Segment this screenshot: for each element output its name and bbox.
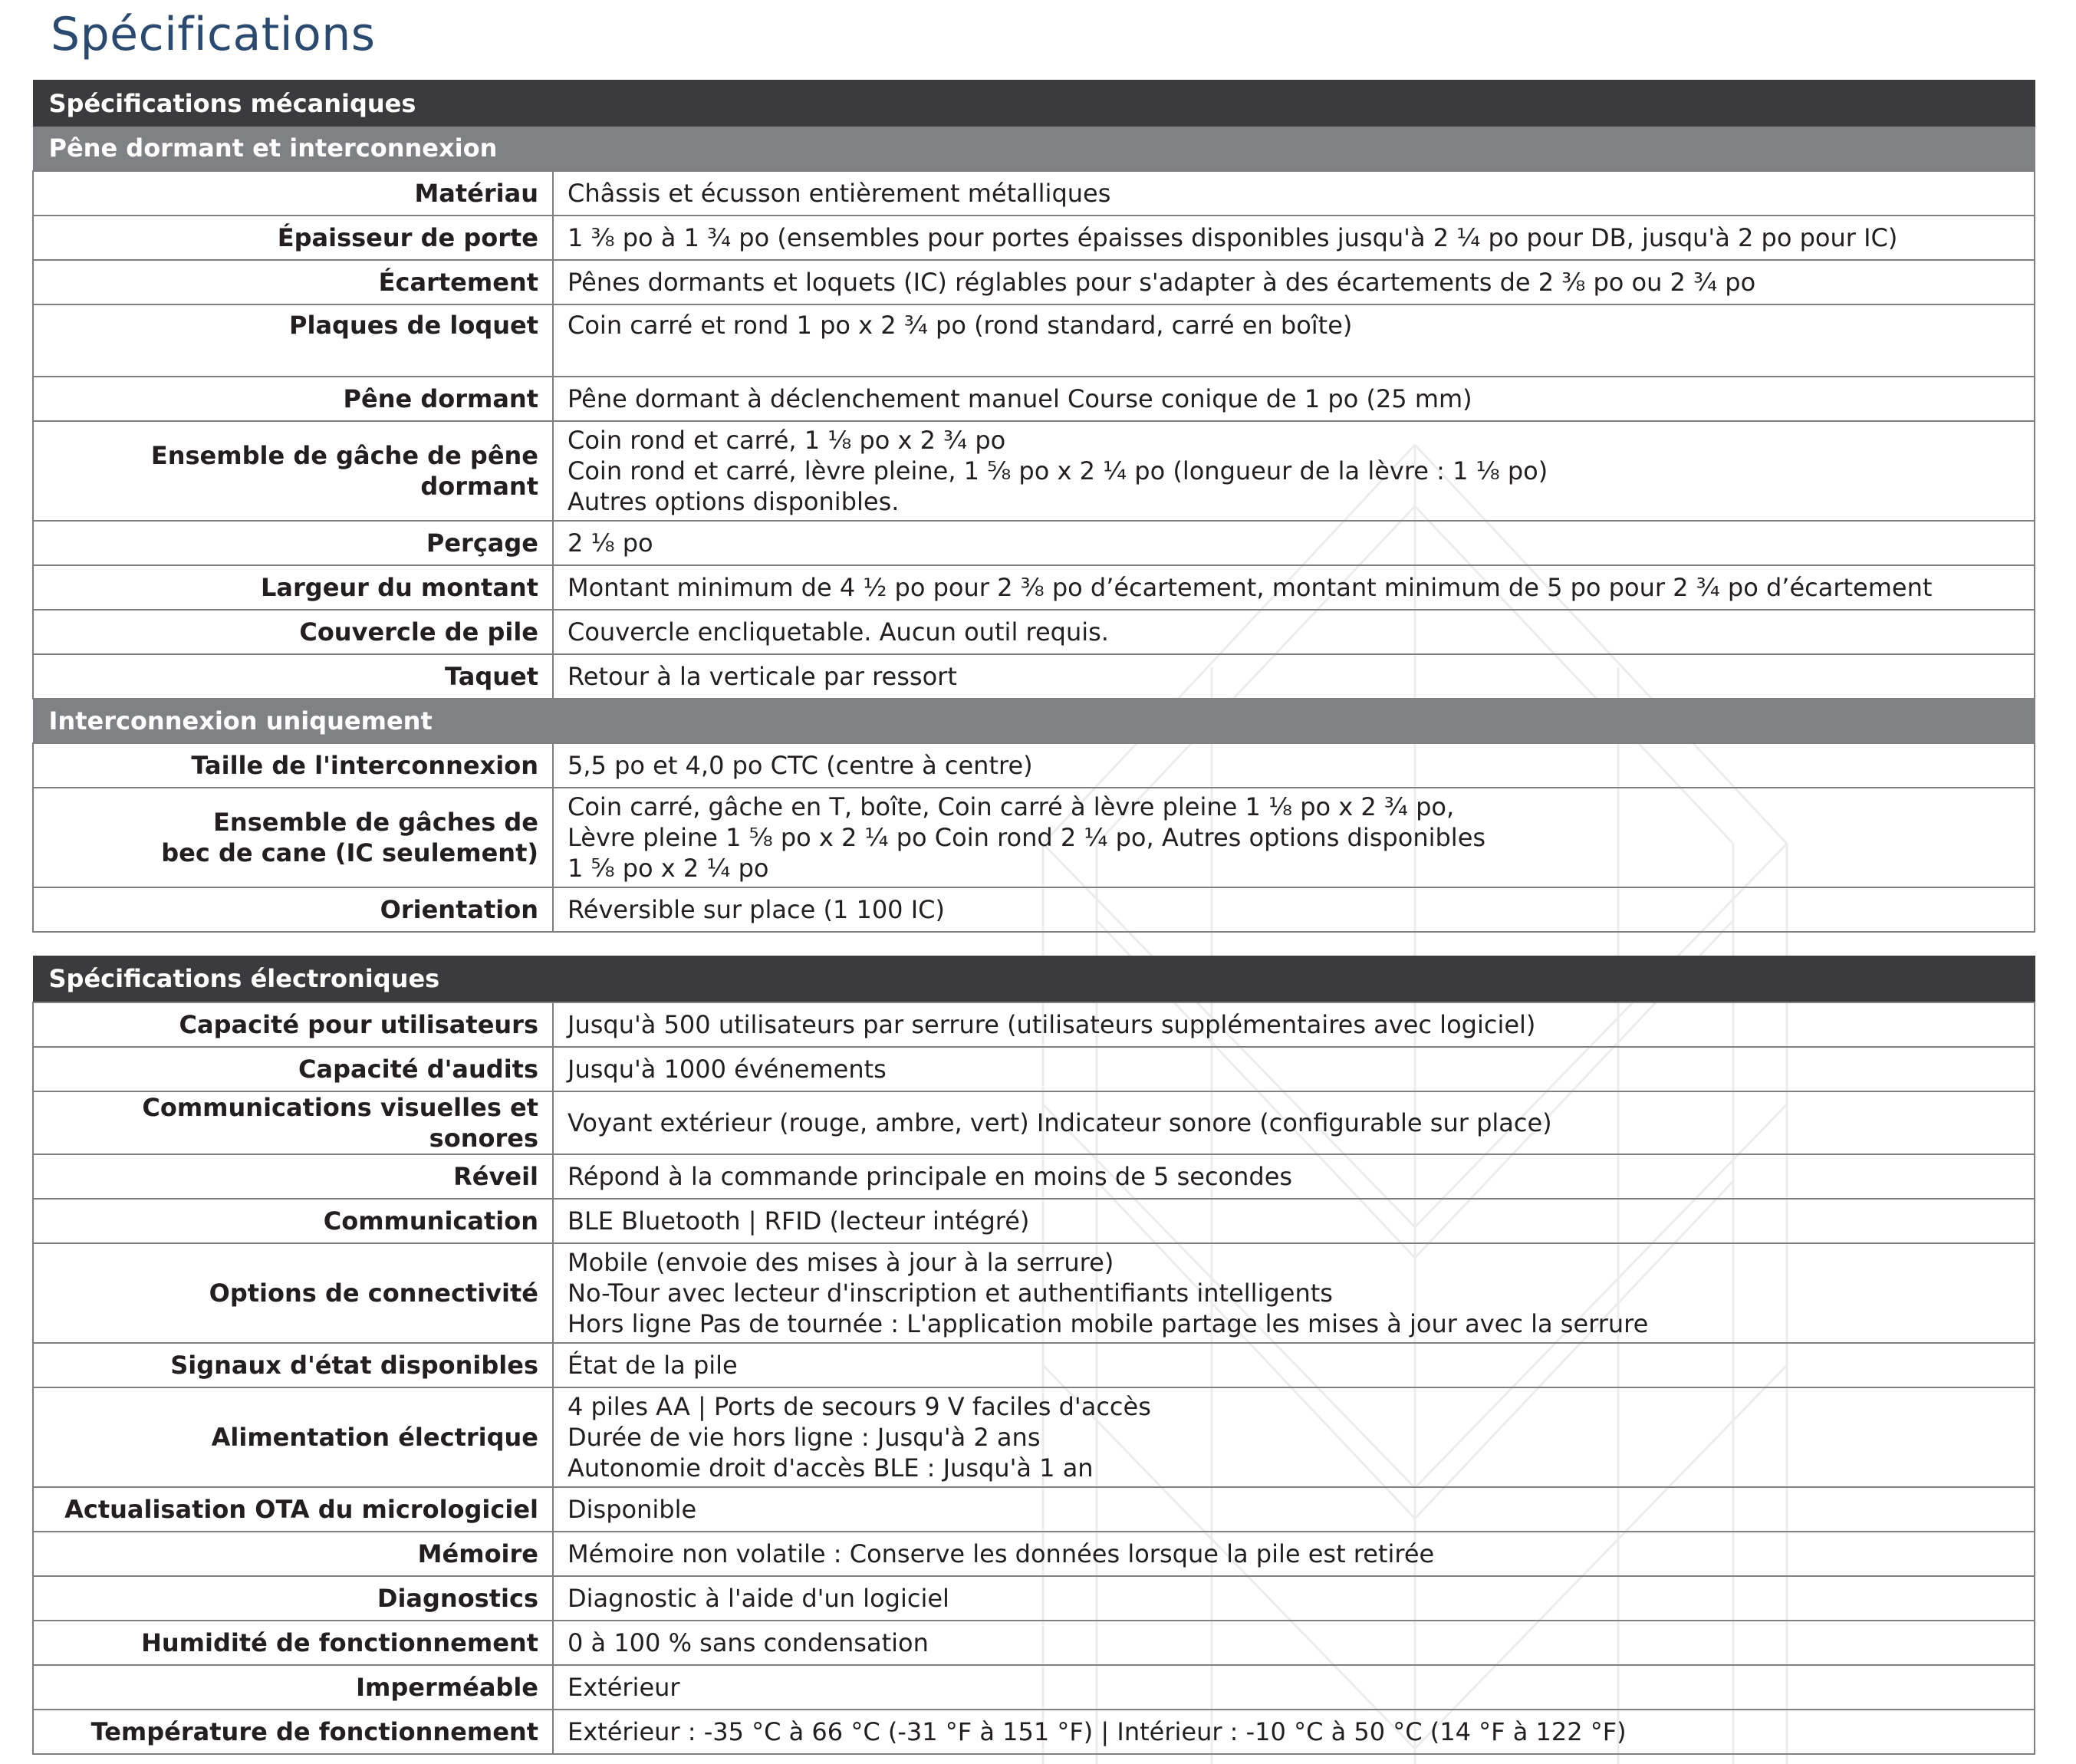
spec-label: Ensemble de gâche de pêne dormant	[33, 421, 553, 521]
spec-label: Température de fonctionnement	[33, 1710, 553, 1754]
spec-value-line: BLE Bluetooth | RFID (lecteur intégré)	[568, 1206, 1030, 1236]
table-row	[33, 1665, 2035, 1710]
spec-label: Humidité de fonctionnement	[33, 1621, 553, 1665]
spec-label: Capacité d'audits	[33, 1047, 553, 1091]
spec-label: Signaux d'état disponibles	[33, 1343, 553, 1387]
spec-value-line: Montant minimum de 4 ½ po pour 2 ⅜ po d’écartement, montant minimum de 5 po pour 2 ¾ po d’écartement	[568, 572, 1933, 602]
spec-value-line: Réversible sur place (1 100 IC)	[568, 894, 945, 924]
table-row	[33, 610, 2035, 654]
spec-label: Réveil	[33, 1154, 553, 1199]
table-row	[33, 1091, 2035, 1154]
spec-label: Largeur du montant	[33, 565, 553, 610]
spec-label: Diagnostics	[33, 1576, 553, 1621]
spec-value	[553, 1710, 2035, 1754]
spec-value-line: Pênes dormants et loquets (IC) réglables pour s'adapter à des écartements de 2 ⅜ po ou 2 ¾ po	[568, 267, 1756, 297]
table-row	[33, 1199, 2035, 1243]
spec-value	[553, 1576, 2035, 1621]
spec-value	[553, 1199, 2035, 1243]
mechanical-spec-table	[32, 80, 2035, 933]
spec-value-line: Jusqu'à 500 utilisateurs par serrure (utilisateurs supplémentaires avec logiciel)	[568, 1009, 1536, 1039]
spec-value	[553, 421, 2035, 521]
spec-label: Couvercle de pile	[33, 610, 553, 654]
spec-label: Plaques de loquet	[33, 304, 553, 377]
spec-value	[553, 565, 2035, 610]
table-row	[33, 377, 2035, 421]
subsection-header-interconnect-label: Interconnexion uniquement	[33, 699, 2035, 743]
table-row	[33, 743, 2035, 788]
spec-label: Taquet	[33, 654, 553, 699]
section-header-electronic-label: Spécifications électroniques	[33, 956, 2035, 1002]
spec-value	[553, 743, 2035, 788]
spec-label: Orientation	[33, 887, 553, 932]
table-row	[33, 1154, 2035, 1199]
spec-value-line: 2 ⅛ po	[568, 528, 653, 558]
spec-value	[553, 1343, 2035, 1387]
spec-value	[553, 610, 2035, 654]
spec-label: Options de connectivité	[33, 1243, 553, 1343]
spec-label: Matériau	[33, 171, 553, 216]
spec-value-line: 4 piles AA | Ports de secours 9 V faciles d'accès	[568, 1391, 1151, 1421]
table-row	[33, 171, 2035, 216]
spec-value-line: Châssis et écusson entièrement métalliques	[568, 178, 1111, 208]
spec-value-line: Pêne dormant à déclenchement manuel Course conique de 1 po (25 mm)	[568, 383, 1472, 413]
table-row	[33, 260, 2035, 304]
spec-value-line: Retour à la verticale par ressort	[568, 661, 957, 691]
table-row	[33, 216, 2035, 260]
table-row	[33, 1710, 2035, 1754]
spec-value-line: Voyant extérieur (rouge, ambre, vert) Indicateur sonore (configurable sur place)	[568, 1107, 1552, 1137]
spec-value-line: Autres options disponibles.	[568, 486, 900, 516]
spec-value-line: Couvercle encliquetable. Aucun outil requis.	[568, 617, 1109, 647]
spec-value	[553, 654, 2035, 699]
spec-value-line: Coin carré et rond 1 po x 2 ¾ po (rond standard, carré en boîte)	[568, 310, 1353, 340]
section-header-electronic	[33, 956, 2035, 1002]
table-row	[33, 1343, 2035, 1387]
spec-value	[553, 171, 2035, 216]
spec-value	[553, 377, 2035, 421]
table-row	[33, 654, 2035, 699]
spec-value	[553, 1047, 2035, 1091]
spec-value-line: Extérieur : -35 °C à 66 °C (-31 °F à 151 °F) | Intérieur : -10 °C à 50 °C (14 °F à 122 °F)	[568, 1716, 1627, 1746]
spec-value-line: Autonomie droit d'accès BLE : Jusqu'à 1 an	[568, 1453, 1094, 1483]
spec-value	[553, 1621, 2035, 1665]
spec-value	[553, 521, 2035, 565]
spec-label: Imperméable	[33, 1665, 553, 1710]
spec-value-line: Disponible	[568, 1494, 697, 1524]
spec-value	[553, 887, 2035, 932]
spec-label: Écartement	[33, 260, 553, 304]
spec-value	[553, 1665, 2035, 1710]
table-row	[33, 1243, 2035, 1343]
table-row	[33, 304, 2035, 377]
spec-label: Épaisseur de porte	[33, 216, 553, 260]
spec-label: Mémoire	[33, 1532, 553, 1576]
table-row	[33, 1387, 2035, 1487]
spec-value-line: État de la pile	[568, 1350, 738, 1380]
spec-value-line: 0 à 100 % sans condensation	[568, 1627, 929, 1657]
spec-value-line: Coin rond et carré, 1 ⅛ po x 2 ¾ po	[568, 425, 1006, 455]
spec-label-line: bec de cane (IC seulement)	[161, 838, 538, 867]
spec-value	[553, 260, 2035, 304]
spec-value	[553, 1154, 2035, 1199]
spec-label: Taille de l'interconnexion	[33, 743, 553, 788]
table-row	[33, 788, 2035, 887]
spec-label: Pêne dormant	[33, 377, 553, 421]
spec-value-line: Coin carré, gâche en T, boîte, Coin carré à lèvre pleine 1 ⅛ po x 2 ¾ po,	[568, 791, 1455, 821]
spec-value-line: Répond à la commande principale en moins de 5 secondes	[568, 1161, 1293, 1191]
spec-value-line: Extérieur	[568, 1672, 680, 1702]
table-row	[33, 1576, 2035, 1621]
spec-value-line: Hors ligne Pas de tournée : L'application mobile partage les mises à jour avec la serrure	[568, 1308, 1649, 1338]
spec-value	[553, 1487, 2035, 1532]
electronic-spec-table	[32, 956, 2035, 1755]
section-header-mechanical-label: Spécifications mécaniques	[33, 81, 2035, 127]
page-title: Spécifications	[51, 8, 376, 61]
subsection-header-deadbolt	[33, 127, 2035, 171]
spec-label: Perçage	[33, 521, 553, 565]
table-row	[33, 887, 2035, 932]
spec-value-line: 1 ⅝ po x 2 ¼ po	[568, 853, 769, 883]
spec-value	[553, 1091, 2035, 1154]
spec-value-line: Coin rond et carré, lèvre pleine, 1 ⅝ po x 2 ¼ po (longueur de la lèvre : 1 ⅛ po)	[568, 456, 1548, 485]
spec-value	[553, 788, 2035, 887]
table-row	[33, 1487, 2035, 1532]
table-row	[33, 1621, 2035, 1665]
spec-value-line: Mobile (envoie des mises à jour à la serrure)	[568, 1247, 1114, 1277]
table-row	[33, 521, 2035, 565]
spec-value-line: 1 ⅜ po à 1 ¾ po (ensembles pour portes épaisses disponibles jusqu'à 2 ¼ po pour DB, jusqu'à 2 po pour IC)	[568, 222, 1898, 252]
subsection-header-interconnect	[33, 699, 2035, 743]
spec-value	[553, 1387, 2035, 1487]
spec-value-line: Lèvre pleine 1 ⅝ po x 2 ¼ po Coin rond 2 ¼ po, Autres options disponibles	[568, 822, 1486, 852]
spec-value-line: Durée de vie hors ligne : Jusqu'à 2 ans	[568, 1422, 1041, 1452]
table-row	[33, 1002, 2035, 1047]
table-row	[33, 1047, 2035, 1091]
spec-value-line: Jusqu'à 1000 événements	[568, 1054, 887, 1084]
spec-value	[553, 216, 2035, 260]
spec-value-line: No-Tour avec lecteur d'inscription et authentifiants intelligents	[568, 1278, 1333, 1308]
spec-value	[553, 1002, 2035, 1047]
spec-label: Communication	[33, 1199, 553, 1243]
table-row	[33, 421, 2035, 521]
table-row	[33, 565, 2035, 610]
spec-label: Communications visuelles et sonores	[33, 1091, 553, 1154]
section-header-mechanical	[33, 81, 2035, 127]
spec-label: Alimentation électrique	[33, 1387, 553, 1487]
spec-label	[33, 788, 553, 887]
spec-value-line: Diagnostic à l'aide d'un logiciel	[568, 1583, 949, 1613]
spec-value	[553, 304, 2035, 377]
spec-value	[553, 1243, 2035, 1343]
spec-label: Actualisation OTA du micrologiciel	[33, 1487, 553, 1532]
spec-label-line: Ensemble de gâches de	[213, 807, 538, 837]
table-row	[33, 1532, 2035, 1576]
subsection-header-deadbolt-label: Pêne dormant et interconnexion	[33, 127, 2035, 171]
spec-value-line: 5,5 po et 4,0 po CTC (centre à centre)	[568, 750, 1033, 780]
spec-value	[553, 1532, 2035, 1576]
spec-value-line: Mémoire non volatile : Conserve les données lorsque la pile est retirée	[568, 1539, 1435, 1568]
spec-label: Capacité pour utilisateurs	[33, 1002, 553, 1047]
